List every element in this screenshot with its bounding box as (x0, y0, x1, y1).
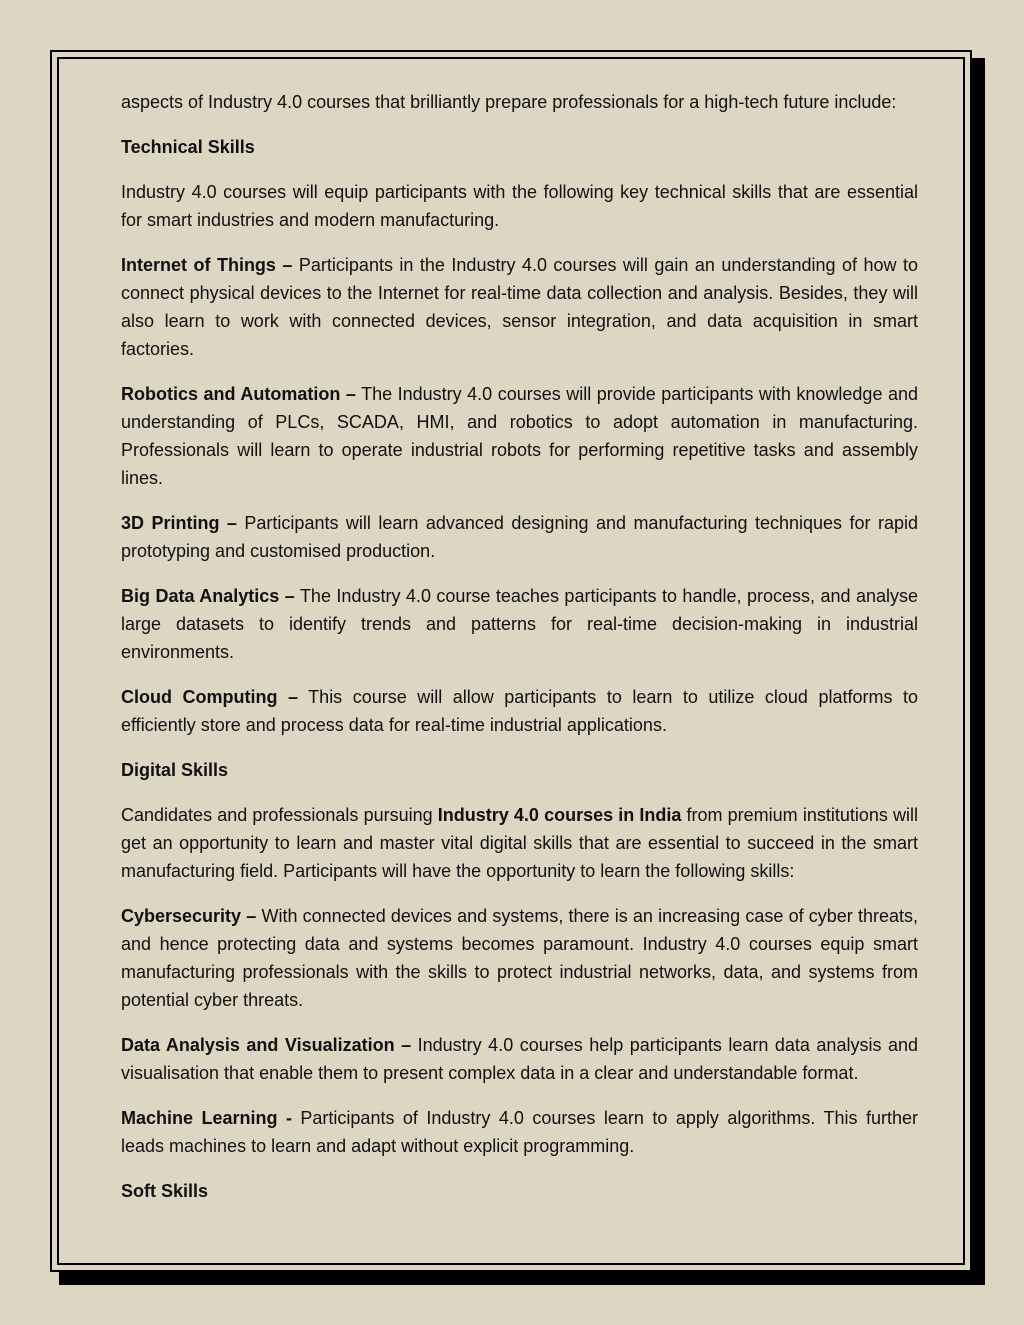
robotics-paragraph (121, 380, 918, 492)
cloud-computing-term: Cloud Computing – (121, 687, 298, 707)
digital-intro-before: Candidates and professionals pursuing (121, 805, 438, 825)
machine-learning-text: Participants of Industry 4.0 courses learn to apply algorithms. This further leads machines to learn and adapt without explicit programming. (121, 1108, 918, 1156)
cybersecurity-text: With connected devices and systems, there is an increasing case of cyber threats, and hence protecting data and systems becomes paramount. Industry 4.0 courses equip smart manufacturing professionals with the skills to protect industrial networks, data, and systems from potential cyber threats. (121, 906, 918, 1010)
cloud-computing-text: This course will allow participants to learn to utilize cloud platforms to efficiently store and process data for real-time industrial applications. (121, 687, 918, 735)
digital-skills-intro (121, 801, 918, 885)
machine-learning-paragraph (121, 1104, 918, 1160)
big-data-paragraph (121, 582, 918, 666)
machine-learning-term: Machine Learning - (121, 1108, 292, 1128)
intro-paragraph: aspects of Industry 4.0 courses that brilliantly prepare professionals for a high-tech future include: (121, 92, 897, 112)
3d-printing-text: Participants will learn advanced designing and manufacturing techniques for rapid prototyping and customised production. (121, 513, 918, 561)
3d-printing-term: 3D Printing – (121, 513, 237, 533)
iot-term: Internet of Things – (121, 255, 293, 275)
data-viz-term: Data Analysis and Visualization – (121, 1035, 412, 1055)
technical-skills-intro: Industry 4.0 courses will equip participants with the following key technical skills that are essential for smart industries and modern manufacturing. (121, 182, 918, 230)
3d-printing-paragraph (121, 509, 918, 565)
robotics-term: Robotics and Automation – (121, 384, 356, 404)
digital-intro-bold: Industry 4.0 courses in India (437, 805, 682, 825)
cybersecurity-term: Cybersecurity – (121, 906, 257, 926)
technical-skills-heading: Technical Skills (121, 137, 255, 157)
document-body (121, 88, 918, 1222)
iot-text: Participants in the Industry 4.0 courses will gain an understanding of how to connect physical devices to the Internet for real-time data collection and analysis. Besides, they will also learn to work with connected devices, sensor integration, and data acquisition in smart factories. (121, 255, 918, 359)
big-data-text: The Industry 4.0 course teaches participants to handle, process, and analyse large datasets to identify trends and patterns for real-time decision-making in industrial environments. (121, 586, 918, 662)
big-data-term: Big Data Analytics – (121, 586, 295, 606)
soft-skills-heading: Soft Skills (121, 1181, 209, 1201)
robotics-text: The Industry 4.0 courses will provide participants with knowledge and understanding of PLCs, SCADA, HMI, and robotics to adopt automation in manufacturing. Professionals will learn to operate industrial robots for performing repetitive tasks and assembly lines. (121, 384, 918, 488)
iot-paragraph (121, 251, 918, 363)
cloud-computing-paragraph (121, 683, 918, 739)
data-viz-text: Industry 4.0 courses help participants learn data analysis and visualisation that enable them to present complex data in a clear and understandable format. (121, 1035, 918, 1083)
digital-skills-heading: Digital Skills (121, 760, 229, 780)
cybersecurity-paragraph (121, 902, 918, 1014)
digital-intro-after: from premium institutions will get an opportunity to learn and master vital digital skills that are essential to succeed in the smart manufacturing field. Participants will have the opportunity to learn the following skills: (121, 805, 918, 881)
data-viz-paragraph (121, 1031, 918, 1087)
